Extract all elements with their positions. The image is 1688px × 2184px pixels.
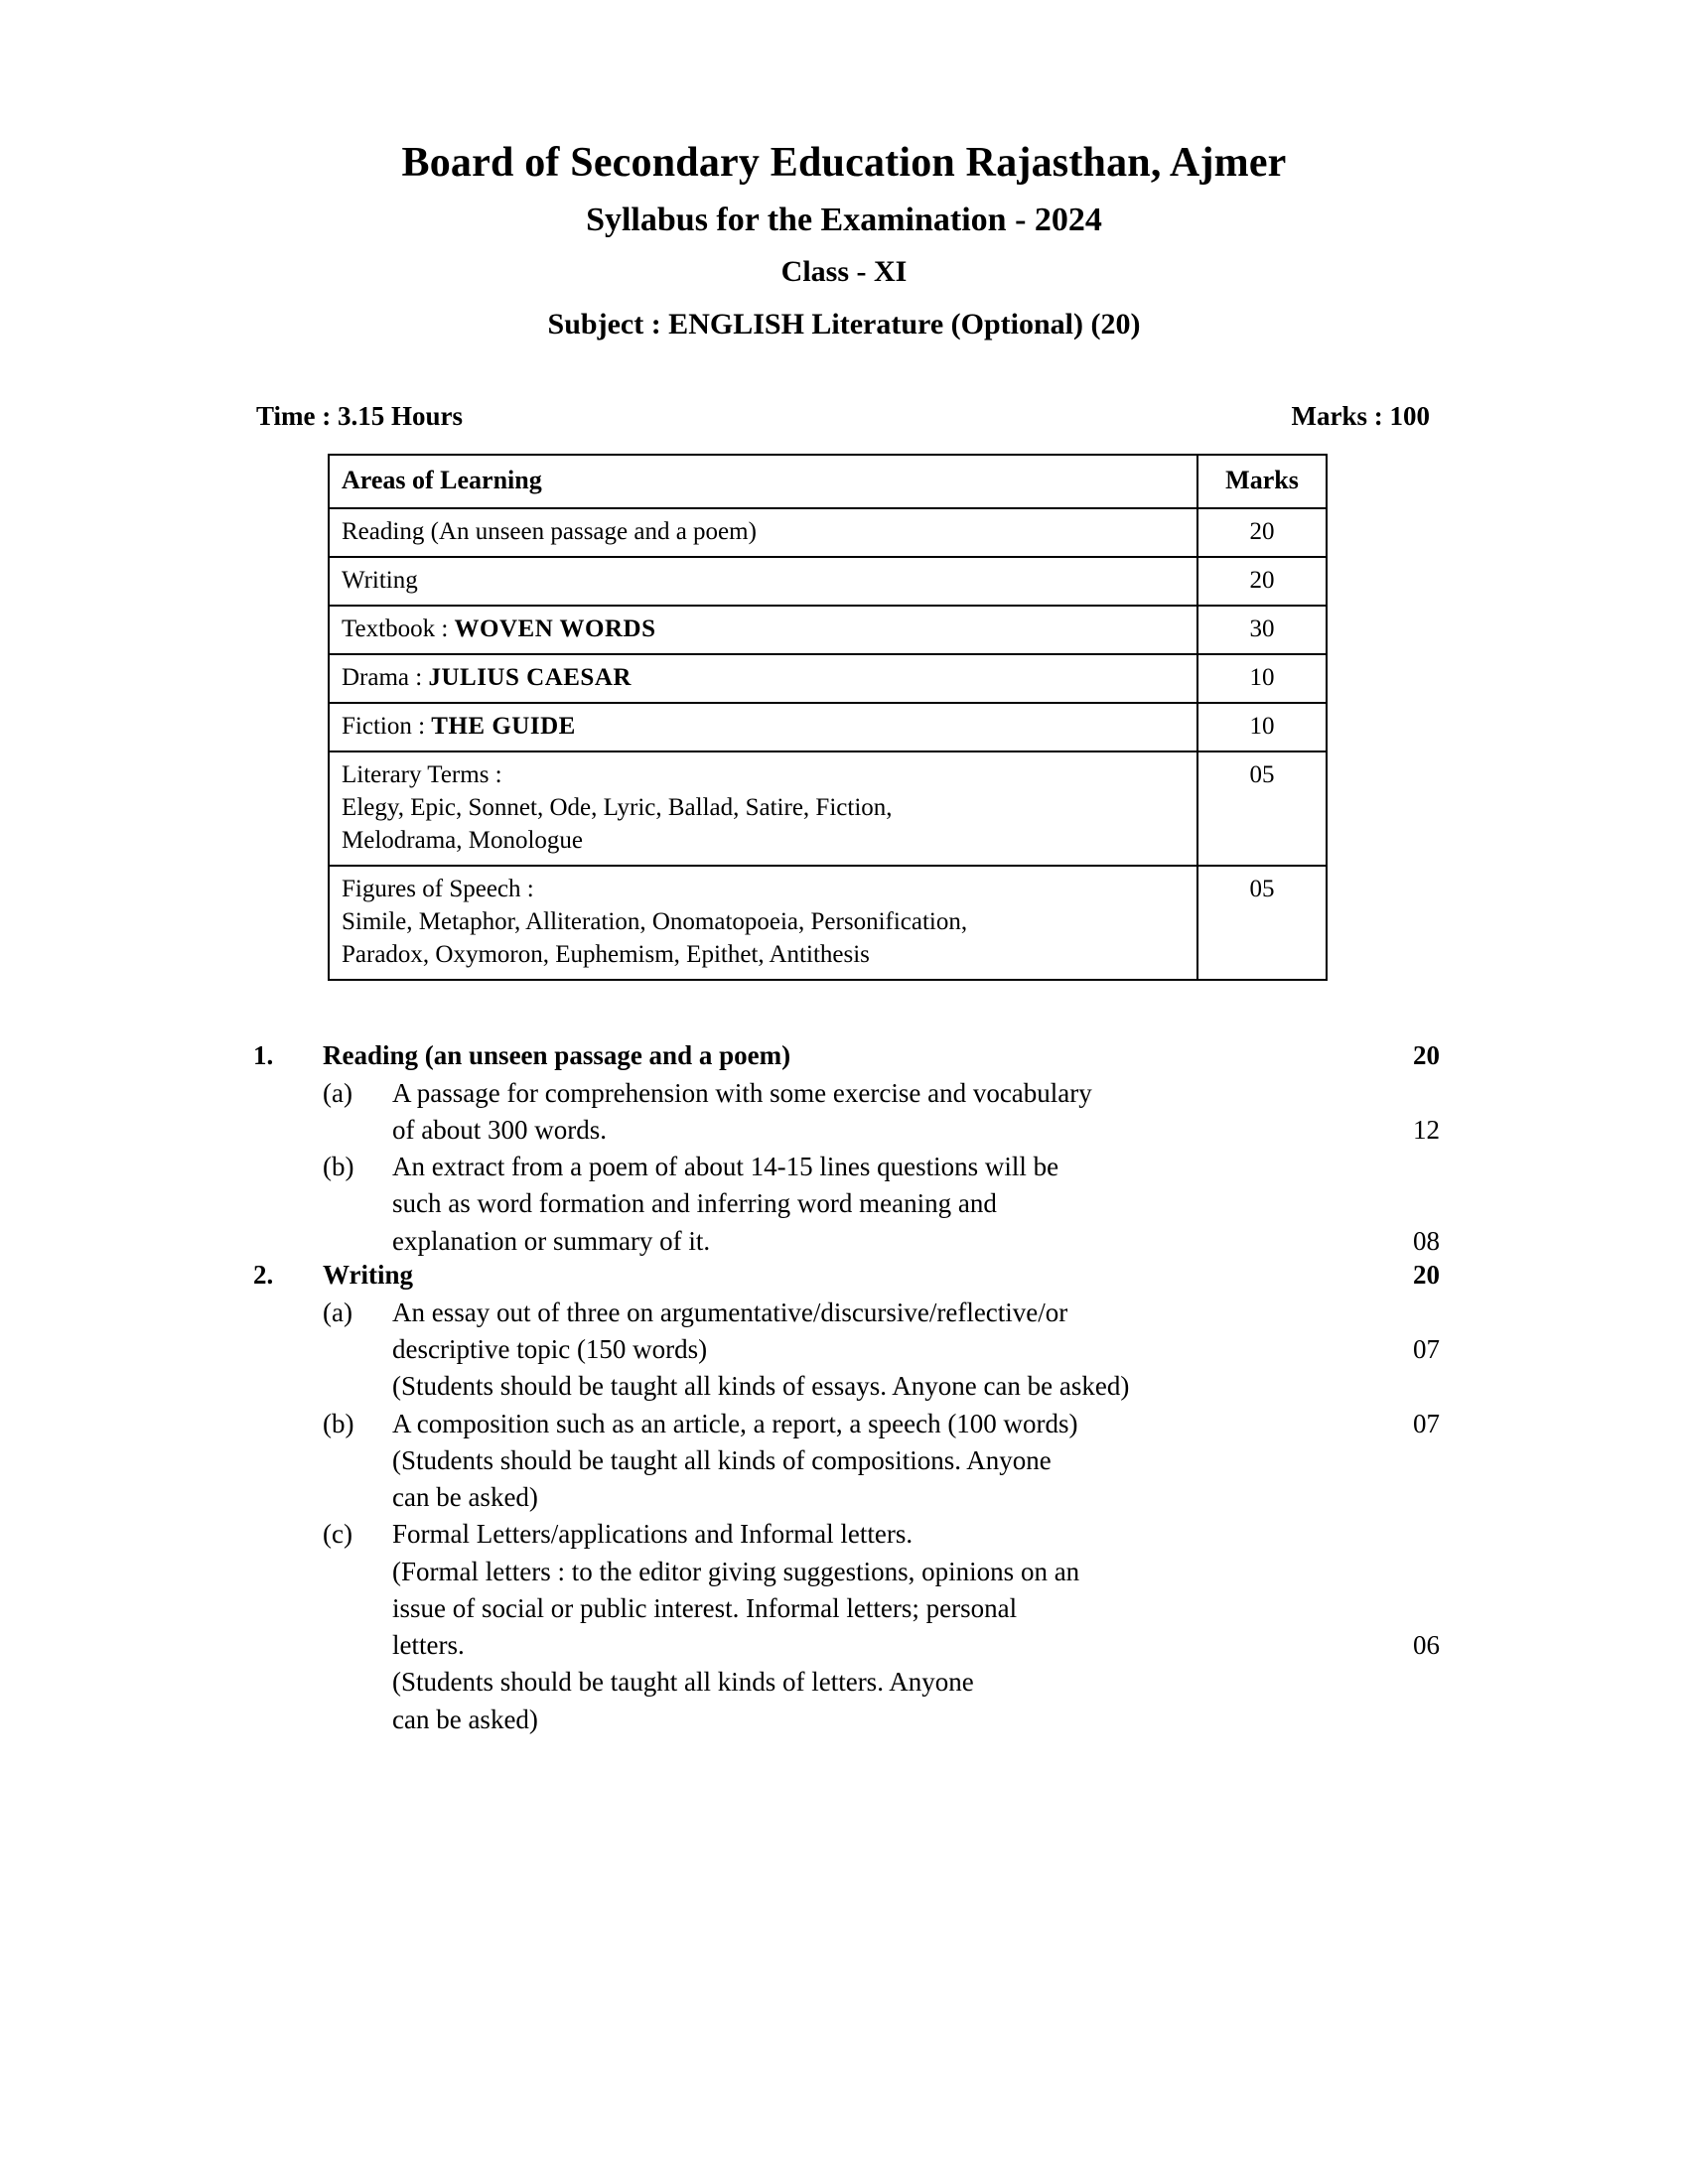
section-heading (253, 1040, 1440, 1071)
syllabus-section (253, 1260, 1440, 1738)
table-row (329, 654, 1327, 703)
item-text: An essay out of three on argumentative/discursive/reflective/or (392, 1297, 1068, 1327)
item-label: (b) (323, 1152, 354, 1182)
line-text: (Students should be taught all kinds of compositions. Anyone (392, 1444, 1052, 1475)
cell-line: Figures of Speech : (342, 875, 534, 902)
item-label: (a) (323, 1297, 352, 1327)
section-item-line (253, 1112, 1440, 1149)
table-cell-area (329, 751, 1197, 866)
section-item-line (253, 1627, 1440, 1664)
subject-line: Subject : ENGLISH Literature (Optional) (20) (547, 307, 1141, 341)
item-marks: 07 (1413, 1408, 1440, 1438)
item-text: An extract from a poem of about 14-15 lines questions will be (392, 1152, 1059, 1182)
section-item-line (253, 1368, 1440, 1405)
line-text: (Students should be taught all kinds of essays. Anyone can be asked) (392, 1371, 1130, 1402)
cell-line: Literary Terms : (342, 760, 502, 788)
table-row (329, 703, 1327, 751)
line-text: letters. (392, 1630, 465, 1661)
item-label: (b) (323, 1408, 354, 1438)
section-item (253, 1295, 1440, 1331)
item-text: A passage for comprehension with some exercise and vocabulary (392, 1077, 1092, 1108)
column-header-area: Areas of Learning (329, 455, 1197, 507)
table-cell-area (329, 606, 1197, 654)
cell-line: Paradox, Oxymoron, Euphemism, Epithet, Antithesis (342, 940, 870, 968)
line-text: such as word formation and inferring word meaning and (392, 1188, 997, 1219)
areas-of-learning-table (328, 454, 1328, 980)
areas-of-learning-table-wrap (0, 454, 1688, 980)
line-text: can be asked) (392, 1704, 538, 1734)
table-cell-marks: 10 (1197, 703, 1327, 751)
line-text: (Students should be taught all kinds of letters. Anyone (392, 1667, 974, 1698)
line-marks: 06 (1413, 1630, 1440, 1661)
item-text: Formal Letters/applications and Informal letters. (392, 1519, 914, 1550)
section-item-line (253, 1590, 1440, 1627)
cell-value: WOVEN WORDS (454, 614, 656, 642)
section-item-line (253, 1185, 1440, 1222)
line-text: of about 300 words. (392, 1114, 607, 1145)
table-cell-area (329, 866, 1197, 980)
table-cell-area (329, 703, 1197, 751)
cell-label: Fiction : (342, 712, 432, 740)
table-row (329, 606, 1327, 654)
cell-line: Elegy, Epic, Sonnet, Ode, Lyric, Ballad, Satire, Fiction, (342, 793, 893, 821)
item-text: A composition such as an article, a report, a speech (100 words) (392, 1408, 1078, 1438)
cell-label: Drama : (342, 663, 429, 691)
section-number: 1. (253, 1039, 274, 1070)
section-marks: 20 (1413, 1259, 1440, 1290)
section-item-line (253, 1223, 1440, 1260)
cell-line: Reading (An unseen passage and a poem) (342, 517, 757, 545)
section-item-line (253, 1554, 1440, 1590)
line-marks: 12 (1413, 1114, 1440, 1145)
section-item-line (253, 1442, 1440, 1479)
class-line: Class - XI (780, 255, 908, 289)
table-row (329, 508, 1327, 557)
table-body (329, 508, 1327, 980)
cell-line: Writing (342, 566, 418, 594)
section-item-line (253, 1331, 1440, 1368)
table-cell-marks: 20 (1197, 557, 1327, 606)
table-cell-marks: 05 (1197, 751, 1327, 866)
table-cell-area (329, 654, 1197, 703)
section-item (253, 1149, 1440, 1185)
cell-label: Textbook : (342, 614, 455, 642)
section-title: Writing (323, 1259, 414, 1290)
table-header-row (329, 455, 1327, 507)
board-title: Board of Secondary Education Rajasthan, Ajmer (401, 140, 1287, 186)
table-cell-marks: 10 (1197, 654, 1327, 703)
section-item (253, 1406, 1440, 1442)
line-text: descriptive topic (150 words) (392, 1334, 708, 1365)
cell-value: JULIUS CAESAR (428, 663, 632, 691)
table-cell-area (329, 508, 1197, 557)
table-cell-marks: 20 (1197, 508, 1327, 557)
table-cell-marks: 05 (1197, 866, 1327, 980)
cell-line: Melodrama, Monologue (342, 826, 584, 854)
section-number: 2. (253, 1259, 274, 1290)
section-item (253, 1075, 1440, 1112)
exam-total-marks: Marks : 100 (1291, 401, 1430, 432)
table-cell-marks: 30 (1197, 606, 1327, 654)
line-marks: 08 (1413, 1225, 1440, 1256)
section-item-line (253, 1664, 1440, 1701)
section-item-line (253, 1479, 1440, 1516)
section-item (253, 1516, 1440, 1553)
document-header (0, 0, 1688, 341)
exam-time: Time : 3.15 Hours (256, 401, 463, 432)
syllabus-subtitle: Syllabus for the Examination - 2024 (586, 202, 1102, 239)
section-heading (253, 1260, 1440, 1291)
cell-value: THE GUIDE (431, 712, 576, 740)
line-text: issue of social or public interest. Informal letters; personal (392, 1592, 1018, 1623)
section-title: Reading (an unseen passage and a poem) (323, 1039, 791, 1070)
table-cell-area (329, 557, 1197, 606)
table-row (329, 557, 1327, 606)
syllabus-sections (0, 1040, 1688, 1738)
table-row (329, 866, 1327, 980)
line-text: can be asked) (392, 1482, 538, 1513)
item-label: (a) (323, 1077, 352, 1108)
exam-meta-row (0, 401, 1688, 432)
line-text: explanation or summary of it. (392, 1225, 711, 1256)
item-label: (c) (323, 1519, 352, 1550)
column-header-marks: Marks (1197, 455, 1327, 507)
section-marks: 20 (1413, 1039, 1440, 1070)
line-marks: 07 (1413, 1334, 1440, 1365)
cell-line: Simile, Metaphor, Alliteration, Onomatopoeia, Personification, (342, 907, 968, 935)
section-item-line (253, 1702, 1440, 1738)
table-row (329, 751, 1327, 866)
line-text: (Formal letters : to the editor giving suggestions, opinions on an (392, 1556, 1080, 1586)
syllabus-section (253, 1040, 1440, 1260)
